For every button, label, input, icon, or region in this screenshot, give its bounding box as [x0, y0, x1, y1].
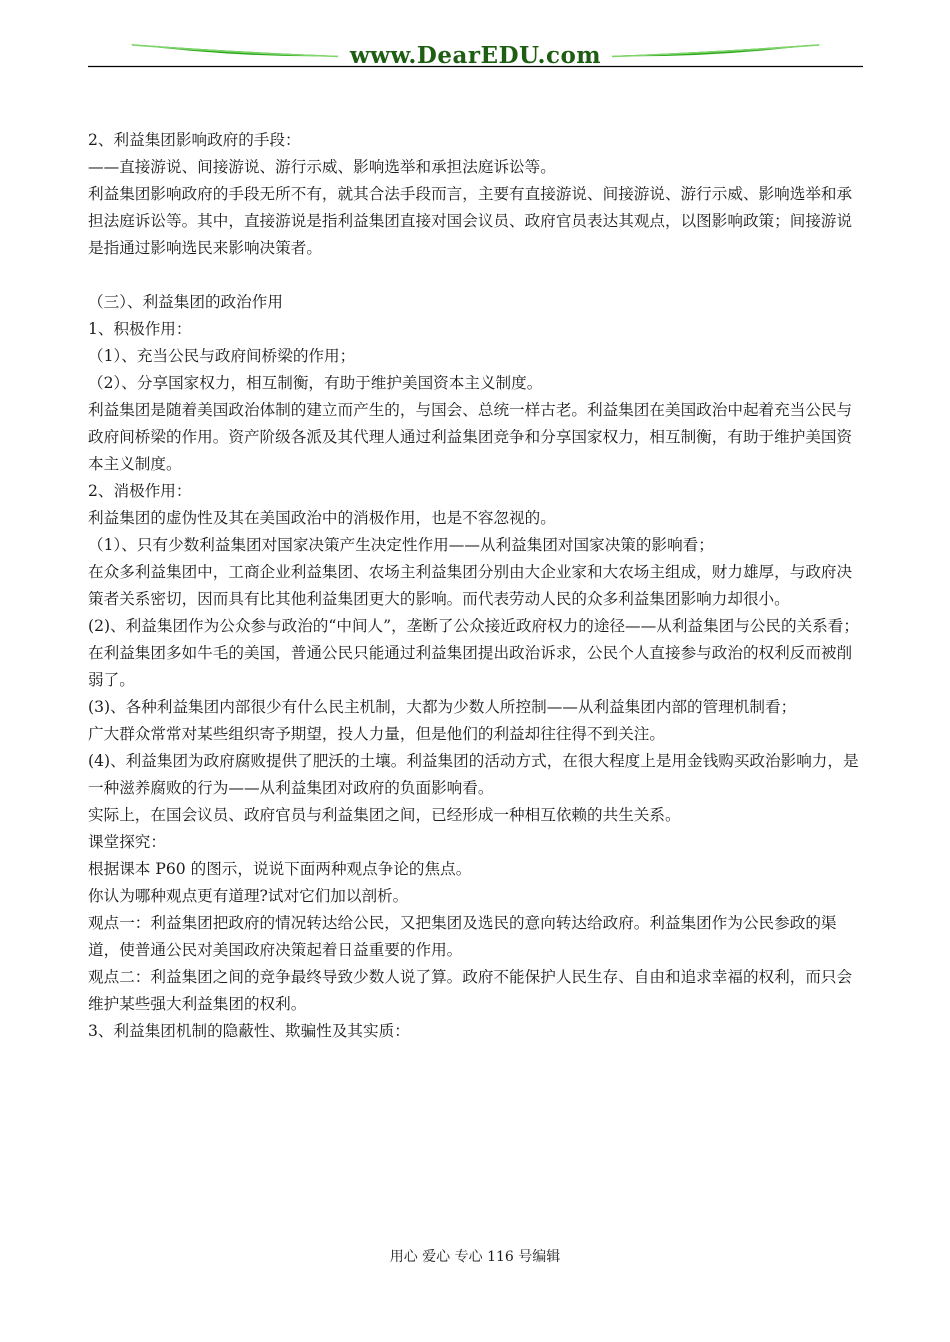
- paragraph: （1）、充当公民与政府间桥梁的作用；: [88, 347, 356, 365]
- paragraph: 课堂探究：: [88, 833, 166, 851]
- section-heading: 1、积极作用：: [88, 320, 192, 338]
- document-body: [88, 127, 866, 1045]
- paragraph: (3)、各种利益集团内部很少有什么民主机制，大都为少数人所控制——从利益集团内部的管理机制看；: [88, 698, 797, 716]
- section-heading: 2、消极作用：: [88, 482, 192, 500]
- paragraph: (2)、利益集团作为公众参与政治的“中间人”，垄断了公众接近政府权力的途径——从利益集团与公民的关系看；: [88, 617, 859, 635]
- paragraph: 利益集团是随着美国政治体制的建立而产生的，与国会、总统一样古老。利益集团在美国政治中起着充当公民与政府间桥梁的作用。资产阶级各派及其代理人通过利益集团竞争和分享国家权力，相互制衡，有助于维护美国资本主义制度。: [88, 401, 853, 473]
- site-logo-text: www.DearEDU.com: [349, 42, 602, 69]
- paragraph: 利益集团的虚伪性及其在美国政治中的消极作用，也是不容忽视的。: [88, 509, 556, 527]
- paragraph: 你认为哪种观点更有道理?试对它们加以剖析。: [88, 887, 409, 905]
- paragraph: 实际上，在国会议员、政府官员与利益集团之间，已经形成一种相互依赖的共生关系。: [88, 806, 681, 824]
- paragraph: (4)、利益集团为政府腐败提供了肥沃的土壤。利益集团的活动方式，在很大程度上是用金钱购买政治影响力，是一种滋养腐败的行为——从利益集团对政府的负面影响看。: [88, 752, 859, 797]
- paragraph: 广大群众常常对某些组织寄予期望，投人力量，但是他们的利益却往往得不到关注。: [88, 725, 665, 743]
- section-heading: （三）、利益集团的政治作用: [88, 293, 283, 311]
- paragraph: ——直接游说、间接游说、游行示威、影响选举和承担法庭诉讼等。: [88, 158, 556, 176]
- blank-line: [88, 262, 866, 289]
- paragraph: 在利益集团多如牛毛的美国，普通公民只能通过利益集团提出政治诉求，公民个人直接参与政治的权利反而被削弱了。: [88, 644, 853, 689]
- paragraph: （2）、分享国家权力，相互制衡，有助于维护美国资本主义制度。: [88, 374, 543, 392]
- paragraph: （1）、只有少数利益集团对国家决策产生决定性作用——从利益集团对国家决策的影响看；: [88, 536, 714, 554]
- paragraph: 在众多利益集团中，工商企业利益集团、农场主利益集团分别由大企业家和大农场主组成，财力雄厚，与政府决策者关系密切，因而具有比其他利益集团更大的影响。而代表劳动人民的众多利益集团影响力却很小。: [88, 563, 853, 608]
- section-heading: 2、利益集团影响政府的手段：: [88, 131, 301, 149]
- paragraph: 观点二：利益集团之间的竞争最终导致少数人说了算。政府不能保护人民生存、自由和追求幸福的权利，而只会维护某些强大利益集团的权利。: [88, 968, 853, 1013]
- page-footer: 用心 爱心 专心 116 号编辑: [389, 1249, 561, 1265]
- section-heading: 3、利益集团机制的隐蔽性、欺骗性及其实质：: [88, 1022, 410, 1040]
- page-header: [88, 30, 863, 78]
- paragraph: 观点一：利益集团把政府的情况转达给公民，又把集团及选民的意向转达给政府。利益集团作为公民参政的渠道，使普通公民对美国政府决策起着日益重要的作用。: [88, 914, 837, 959]
- paragraph: 根据课本 P60 的图示，说说下面两种观点争论的焦点。: [88, 860, 472, 878]
- paragraph: 利益集团影响政府的手段无所不有，就其合法手段而言，主要有直接游说、间接游说、游行示威、影响选举和承担法庭诉讼等。其中，直接游说是指利益集团直接对国会议员、政府官员表达其观点，以图影响政策；间接游说是指通过影响选民来影响决策者。: [88, 185, 853, 257]
